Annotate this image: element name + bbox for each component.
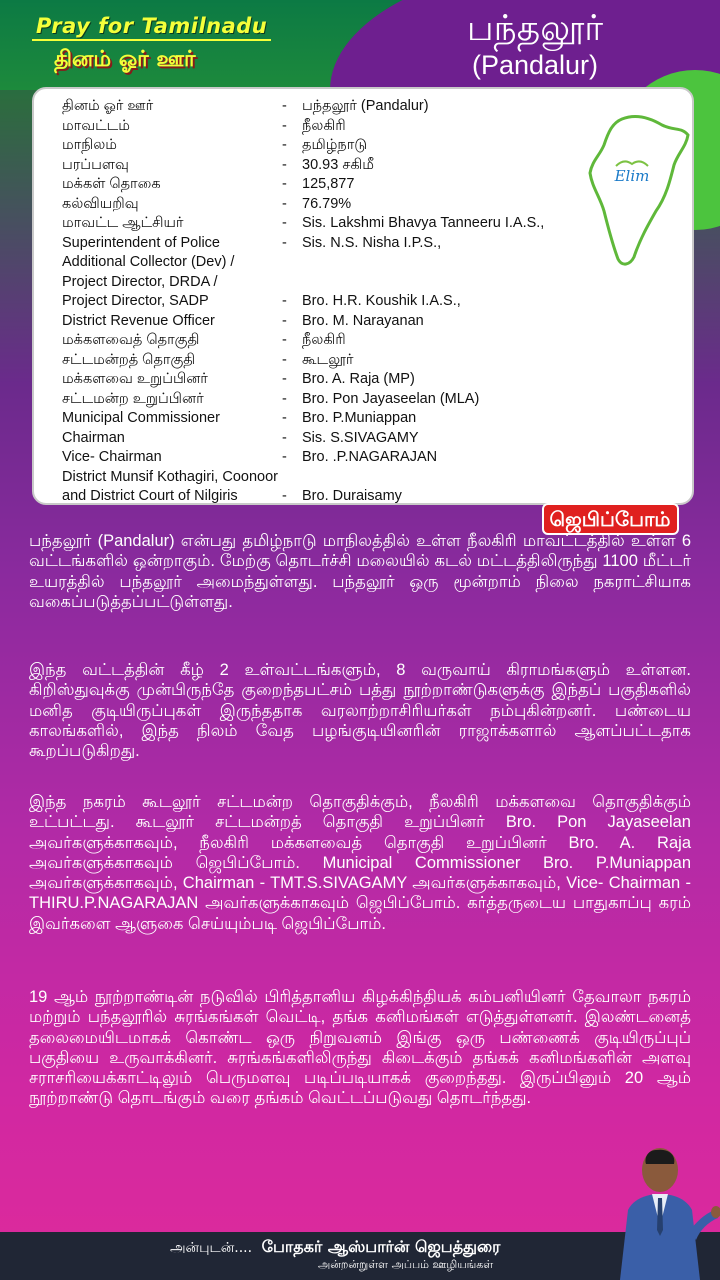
footer-greeting: அன்புடன்.... xyxy=(170,1240,253,1256)
info-row xyxy=(62,175,642,195)
info-dash: - xyxy=(282,234,287,251)
town-heading xyxy=(430,8,640,80)
footer-ministry: அன்றன்றுள்ள அப்பம் ஊழியங்கள் xyxy=(318,1258,494,1271)
info-row xyxy=(62,117,642,137)
info-value: தமிழ்நாடு xyxy=(302,137,368,153)
info-label: Superintendent of Police xyxy=(62,234,220,251)
info-value: Sis. Lakshmi Bhavya Tanneeru I.A.S., xyxy=(302,215,545,231)
paragraph-intro: பந்தலூர் (Pandalur) என்பது தமிழ்நாடு மாநிலத்தில் உள்ள நீலகிரி மாவட்டத்தில் உள்ள 6 வட்டங்களில் ஒன்றாகும். மேற்கு தொடர்ச்சி மலையில் கடல் மட்டத்திலிருந்து 1100 மீட்டர் உயரத்தில் பந்தலூர் அமைந்துள்ளது. பந்தலூர் ஒரு மூன்றாம் நிலை நகராட்சியாக வகைப்படுத்தப்பட்டுள்ளது. xyxy=(29,532,691,611)
paragraph-mining: 19 ஆம் நூற்றாண்டின் நடுவில் பிரித்தானிய கிழக்கிந்தியக் கம்பனியினர் தேவாலா நகரம் மற்றும் பந்தலூரில் சுரங்கங்கள் வெட்டி, தங்க கனிமங்கள் எடுத்துள்ளனர். இலண்டனைத் தலைமையிடமாகக் கொண்ட ஒரு நிறுவனம் இங்கு ஒரு பண்ணைக் குடியிருப்புப் பகுதியை உருவாக்கினர். சுரங்கங்களிலிருந்து கிடைக்கும் தங்கக் கனிமங்களின் அளவு சராசரியைக்காட்டிலும் பெருமளவு படிப்படியாகக் குறைந்தது. இருப்பினும் 20 ஆம் நூற்றாண்டு தொடங்கும் வரை தங்கம் வெட்டப்படுவது தொடர்ந்தது. xyxy=(29,988,691,1108)
pastor-photo xyxy=(600,1140,720,1280)
info-value: பந்தலூர் (Pandalur) xyxy=(302,98,429,114)
info-label: Municipal Commissioner xyxy=(62,410,220,426)
bird-icon xyxy=(612,156,652,170)
info-dash: - xyxy=(282,390,287,407)
info-value: கூடலூர் xyxy=(302,351,354,368)
pray-badge-text: ஜெபிப்போம் xyxy=(544,505,677,533)
info-label: மாவட்ட ஆட்சியர் xyxy=(62,215,184,231)
info-label: மாநிலம் xyxy=(62,137,117,153)
info-value: நீலகிரி xyxy=(302,117,346,134)
info-value: Sis. S.SIVAGAMY xyxy=(302,429,419,446)
info-dash: - xyxy=(282,332,287,348)
court-label-line1: District Munsif Kothagiri, Coonoor xyxy=(62,468,278,485)
info-row xyxy=(62,429,642,449)
info-dash: - xyxy=(282,410,287,426)
info-value: Bro. A. Raja (MP) xyxy=(302,371,415,387)
info-label: சட்டமன்றத் தொகுதி xyxy=(62,351,196,368)
daily-town-subtitle: தினம் ஓர் ஊர் xyxy=(54,47,196,72)
info-dash: - xyxy=(282,156,287,173)
info-row xyxy=(62,370,642,390)
info-dash: - xyxy=(282,117,287,134)
info-value: நீலகிரி xyxy=(302,332,346,348)
info-row xyxy=(62,292,642,312)
header-left xyxy=(32,14,271,75)
info-dash: - xyxy=(282,312,287,329)
info-value: Bro. H.R. Koushik I.A.S., xyxy=(302,293,461,309)
info-row xyxy=(62,331,642,351)
info-value: Bro. Pon Jayaseelan (MLA) xyxy=(302,390,480,407)
info-label: மாவட்டம் xyxy=(62,117,130,134)
footer-name: போதகர் ஆஸ்பார்ன் ஜெபத்துரை xyxy=(261,1237,501,1256)
info-dash: - xyxy=(282,215,287,231)
info-label: Chairman xyxy=(62,429,125,446)
info-row xyxy=(62,468,642,488)
info-dash: - xyxy=(282,137,287,153)
info-row xyxy=(62,273,642,293)
info-value: Bro. M. Narayanan xyxy=(302,312,424,329)
info-label: பரப்பளவு xyxy=(62,156,129,173)
court-label-line2: and District Court of Nilgiris xyxy=(62,488,238,504)
info-value: Bro. P.Muniappan xyxy=(302,410,417,426)
info-row xyxy=(62,351,642,371)
info-row xyxy=(62,136,642,156)
info-label: Project Director, DRDA / xyxy=(62,273,218,290)
info-label: கல்வியறிவு xyxy=(62,195,139,212)
info-dash: - xyxy=(282,98,287,114)
info-table xyxy=(62,97,642,507)
info-dash: - xyxy=(282,488,287,504)
info-row xyxy=(62,448,642,468)
town-name-tamil: பந்தலூர் xyxy=(466,8,604,49)
info-card xyxy=(32,87,694,505)
info-row xyxy=(62,312,642,332)
paragraph-history: இந்த வட்டத்தின் கீழ் 2 உள்வட்டங்களும், 8 வருவாய் கிராமங்களும் உள்ளன. கிறிஸ்துவுக்கு முன்பிருந்தே குறைந்தபட்சம் பத்து நூற்றாண்டுகளுக்கு இந்தப் பகுதிகளில் மனித குடியிருப்புகள் இருந்ததாக வரலாற்றாசிரியர்கள் நம்புகின்றனர். பண்டைய காலங்களில், இந்த நிலம் வேத பழங்குடியினரின் ராஜாக்களால் ஆளப்பட்டதாக கூறப்படுகிறது. xyxy=(29,661,691,761)
info-label: District Revenue Officer xyxy=(62,312,215,329)
paragraph-prayer: இந்த நகரம் கூடலூர் சட்டமன்ற தொகுதிக்கும், நீலகிரி மக்களவை தொகுதிக்கும் உட்பட்டது. கூடலூர் சட்டமன்றத் தொகுதி உறுப்பினர் Bro. Pon Jayaseelan அவர்களுக்காகவும், நீலகிரி மக்களவைத் தொகுதி உறுப்பினர் Bro. A. Raja அவர்களுக்காகவும் ஜெபிப்போம். Municipal Commissioner Bro. P.Muniappan அவர்களுக்காகவும், Chairman - TMT.S.SIVAGAMY அவர்களுக்காகவும், Vice- Chairman - THIRU.P.NAGARAJAN அவர்களுக்காகவும் ஜெபிப்போம். கர்த்தருடைய பாதுகாப்பு கரம் இவர்களை ஆளுகை செய்யும்படி ஜெபிப்போம். xyxy=(29,793,691,933)
info-row xyxy=(62,214,642,234)
info-dash: - xyxy=(282,449,287,465)
info-value: 76.79% xyxy=(302,195,352,212)
info-label: Additional Collector (Dev) / xyxy=(62,254,235,270)
elim-logo-text: Elim xyxy=(614,167,650,185)
info-row xyxy=(62,390,642,410)
info-dash: - xyxy=(282,351,287,368)
info-label: மக்களவைத் தொகுதி xyxy=(62,332,200,348)
elim-logo xyxy=(602,154,662,194)
info-label: தினம் ஓர் ஊர் xyxy=(62,98,154,114)
info-row xyxy=(62,195,642,215)
info-value: 30.93 சகிமீ xyxy=(302,156,374,173)
info-row xyxy=(62,409,642,429)
info-label: மக்களவை உறுப்பினர் xyxy=(62,371,208,387)
info-dash: - xyxy=(282,176,287,192)
footer-signature xyxy=(170,1237,500,1258)
info-dash: - xyxy=(282,429,287,446)
info-dash: - xyxy=(282,371,287,387)
info-label: சட்டமன்ற உறுப்பினர் xyxy=(62,390,204,407)
town-name-english: (Pandalur) xyxy=(471,50,599,80)
info-row xyxy=(62,253,642,273)
info-row xyxy=(62,487,642,507)
info-value: 125,877 xyxy=(302,176,355,192)
info-label: Vice- Chairman xyxy=(62,449,162,465)
info-row xyxy=(62,97,642,117)
info-label: Project Director, SADP xyxy=(62,293,209,309)
info-label: மக்கள் தொகை xyxy=(62,176,161,192)
info-dash: - xyxy=(282,293,287,309)
info-row xyxy=(62,234,642,254)
info-dash: - xyxy=(282,195,287,212)
info-value: Sis. N.S. Nisha I.P.S., xyxy=(302,234,442,251)
pray-for-tamilnadu-title: Pray for Tamilnadu xyxy=(32,14,271,41)
court-value: Bro. Duraisamy xyxy=(302,488,402,504)
info-value: Bro. .P.NAGARAJAN xyxy=(302,449,438,465)
info-row xyxy=(62,156,642,176)
